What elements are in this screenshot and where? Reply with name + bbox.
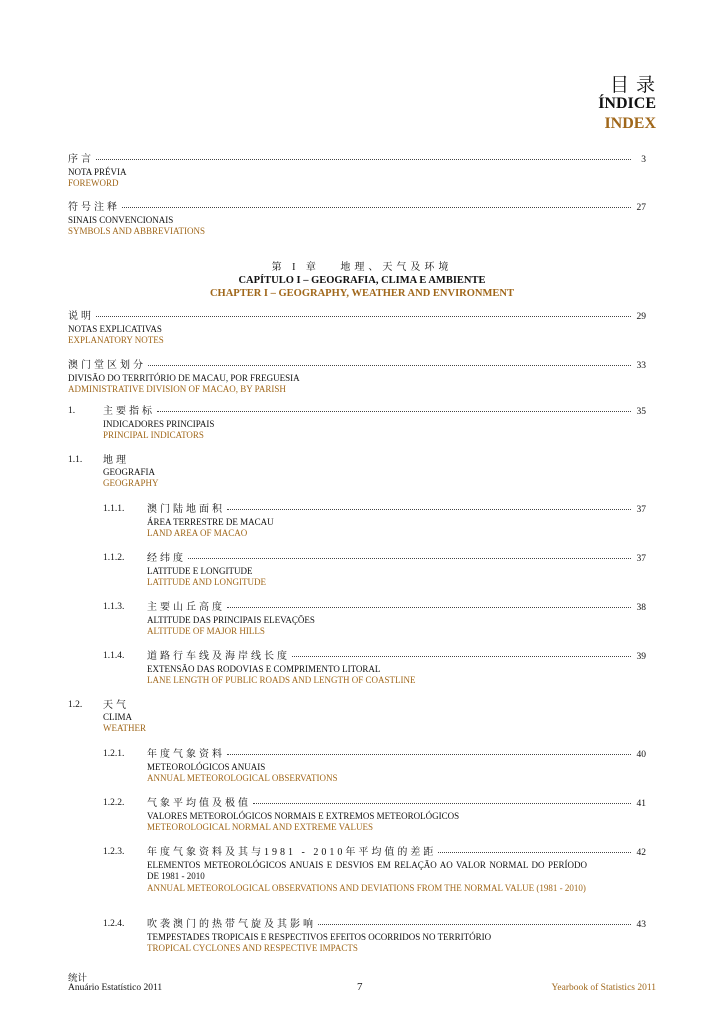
entry-title-zh: 主要山丘高度 [147,602,225,613]
page-number: 39 [636,652,646,662]
entry-title-en: METEOROLOGICAL NORMAL AND EXTREME VALUES [147,822,373,832]
toc-entry-foreword[interactable] [68,154,646,190]
chapter-heading [68,261,656,300]
footer-right-en: Yearbook of Statistics 2011 [551,983,656,993]
toc-section-geography[interactable] [103,455,646,490]
toc-sub-latitude[interactable] [147,553,646,589]
dot-leader [227,607,631,608]
entry-title-pt: VALORES METEOROLÓGICOS NORMAIS E EXTREMOS METEOROLÓGICOS [147,810,460,821]
entry-title-pt: DIVISÃO DO TERRITÓRIO DE MACAU, POR FREGUESIA [68,372,300,383]
page-number: 27 [636,203,646,213]
entry-title-en: LATITUDE AND LONGITUDE [147,577,266,587]
entry-title-en: WEATHER [103,723,146,733]
entry-title-en: FOREWORD [68,178,119,188]
index-title-en: INDEX [604,115,656,132]
entry-title-en: PRINCIPAL INDICATORS [103,430,204,440]
section-number: 1.2. [68,700,83,710]
entry-title-pt: ELEMENTOS METEOROLÓGICOS ANUAIS E DESVIOS EM RELAÇÃO AO VALOR NORMAL DO PERÍODO DE 1981 - 2010 [147,859,587,881]
toc-sub-roads[interactable] [147,651,646,687]
toc-sub-land-area[interactable] [147,504,646,540]
page-number: 33 [636,361,646,371]
toc-section-weather[interactable] [103,700,646,735]
entry-title-en: ADMINISTRATIVE DIVISION OF MACAO, BY PARISH [68,384,286,394]
entry-title-zh: 气象平均值及极值 [147,798,251,809]
dot-leader [96,159,631,160]
chapter-title-zh: 第 I 章 地理、天气及环境 [271,262,453,273]
entry-title-zh: 符号注释 [68,202,120,213]
entry-title-en: ANNUAL METEOROLOGICAL OBSERVATIONS AND DEVIATIONS FROM THE NORMAL VALUE (1981 - 2010) [147,882,586,893]
toc-section-indicators[interactable] [103,406,646,442]
entry-title-pt: TEMPESTADES TROPICAIS E RESPECTIVOS EFEITOS OCORRIDOS NO TERRITÓRIO [147,931,492,942]
entry-title-pt: GEOGRAFIA [103,466,156,477]
entry-title-zh: 年度气象资料及其与1981 - 2010年平均值的差距 [147,847,437,858]
entry-title-pt: ALTITUDE DAS PRINCIPAIS ELEVAÇÕES [147,614,315,625]
entry-title-en: ANNUAL METEOROLOGICAL OBSERVATIONS [147,773,338,783]
toc-sub-hills[interactable] [147,602,646,638]
entry-title-pt: INDICADORES PRINCIPAIS [103,418,215,429]
dot-leader [318,924,631,925]
sub-number: 1.1.1. [103,504,125,514]
dot-leader [148,365,631,366]
section-number: 1.1. [68,455,83,465]
section-number: 1. [68,406,76,416]
page-number: 41 [636,799,646,809]
page-number: 37 [636,505,646,515]
entry-title-en: GEOGRAPHY [103,478,159,488]
page-number: 42 [636,848,646,858]
entry-title-zh: 吹袭澳门的热带气旋及其影响 [147,919,316,930]
dot-leader [253,803,631,804]
sub-number: 1.2.4. [103,919,125,929]
entry-title-pt: ÁREA TERRESTRE DE MACAU [147,516,274,527]
entry-title-pt: NOTAS EXPLICATIVAS [68,323,162,334]
dot-leader [227,509,631,510]
entry-title-zh: 经纬度 [147,553,186,564]
index-title-zh: 目录 [609,75,662,96]
page-number: 40 [636,750,646,760]
entry-title-pt: EXTENSÃO DAS RODOVIAS E COMPRIMENTO LITORAL [147,663,381,674]
entry-title-zh: 澳门陆地面积 [147,504,225,515]
chapter-title-pt: CAPÍTULO I – GEOGRAFIA, CLIMA E AMBIENTE [238,275,486,286]
sub-number: 1.2.1. [103,749,125,759]
entry-title-zh: 主要指标 [103,406,155,417]
page-number: 35 [636,407,646,417]
footer-left-pt: Anuário Estatístico 2011 [68,983,163,993]
entry-title-en: ALTITUDE OF MAJOR HILLS [147,626,265,636]
chapter-title-en: CHAPTER I – GEOGRAPHY, WEATHER AND ENVIRONMENT [209,288,515,299]
entry-title-zh: 天气 [103,700,129,711]
toc-entry-symbols[interactable] [68,202,646,238]
page-number: 3 [641,155,646,165]
sub-number: 1.2.2. [103,798,125,808]
toc-entry-notes[interactable] [68,311,646,347]
entry-title-zh: 道路行车线及海岸线长度 [147,651,290,662]
entry-title-zh: 说明 [68,311,94,322]
dot-leader [96,316,631,317]
entry-title-zh: 地理 [103,455,129,466]
entry-title-pt: NOTA PRÉVIA [68,166,127,177]
toc-sub-deviations[interactable] [147,847,646,894]
dot-leader [157,411,631,412]
sub-number: 1.1.3. [103,602,125,612]
entry-title-pt: CLIMA [103,711,132,722]
toc-sub-annual-met[interactable] [147,749,646,785]
sub-number: 1.2.3. [103,847,125,857]
page-number: 43 [636,920,646,930]
entry-title-pt: SINAIS CONVENCIONAIS [68,214,174,225]
dot-leader [438,852,631,853]
entry-title-en: LAND AREA OF MACAO [147,528,248,538]
footer-page-number: 7 [357,981,363,993]
entry-title-pt: LATITUDE E LONGITUDE [147,565,253,576]
toc-sub-normals[interactable] [147,798,646,834]
entry-title-zh: 澳门堂区划分 [68,360,146,371]
sub-number: 1.1.4. [103,651,125,661]
entry-title-en: TROPICAL CYCLONES AND RESPECTIVE IMPACTS [147,943,358,953]
entry-title-en: SYMBOLS AND ABBREVIATIONS [68,226,206,236]
entry-title-zh: 年度气象资料 [147,749,225,760]
entry-title-en: LANE LENGTH OF PUBLIC ROADS AND LENGTH OF COASTLINE [147,675,416,685]
footer-left-zh: 统计 [68,974,88,984]
sub-number: 1.1.2. [103,553,125,563]
toc-sub-cyclones[interactable] [147,919,646,955]
dot-leader [188,558,631,559]
toc-entry-parish[interactable] [68,360,646,396]
page-number: 29 [636,312,646,322]
index-title-pt: ÍNDICE [598,95,656,112]
dot-leader [227,754,631,755]
page-number: 38 [636,603,646,613]
entry-title-zh: 序言 [68,154,94,165]
page-number: 37 [636,554,646,564]
entry-title-pt: METEOROLÓGICOS ANUAIS [147,761,266,772]
dot-leader [122,207,631,208]
entry-title-en: EXPLANATORY NOTES [68,335,164,345]
dot-leader [292,656,631,657]
